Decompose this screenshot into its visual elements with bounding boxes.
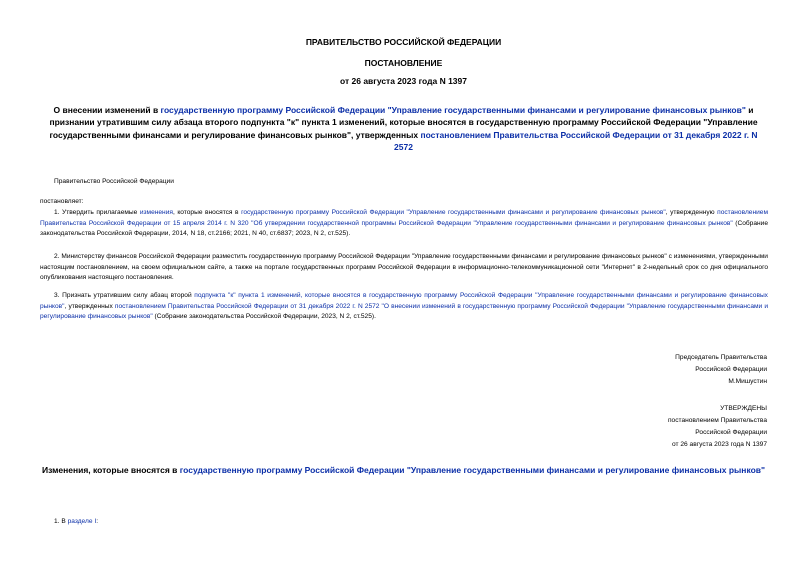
- item1-link-section[interactable]: разделе I: [67, 518, 97, 525]
- p1-text-b: , которые вносятся в: [172, 209, 242, 216]
- approval-block: [668, 403, 767, 451]
- changes-text: Изменения, которые вносятся в: [41, 465, 180, 475]
- paragraph-2: 2. Министерству финансов Российской Федерации разместить государственную программу Российской Федерации "Управление государственными финансами и регулирование финансовых рынков" с изменениями, утвержденными настоящим постановлением, на своем официальном сайте, а также на портале государственных программ Российской Федерации в информационно-телекоммуникационной сети "Интернет" в 2-недельный срок со дня официального опубликования настоящего постановления.: [40, 253, 768, 282]
- changes-link-program[interactable]: государственную программу Российской Федерации "Управление государственными финансами и регулирование финансовых рынков": [179, 465, 766, 475]
- signature-country: Российской Федерации: [695, 366, 767, 373]
- p1-link-resolution[interactable]: постановлением Правительства Российской Федерации от 15 апреля 2014 г. N 320 "Об утверждении государственной программы Российской Федерации "Управление государственными финансами и регулирование финансовых рынков": [40, 209, 768, 227]
- signature-title: Председатель Правительства: [675, 354, 767, 361]
- item1-suffix: :: [96, 518, 99, 525]
- document-type: ПОСТАНОВЛЕНИЕ: [364, 58, 443, 68]
- p1-text-d: (Собрание законодательства Российской Федерации, 2014, N 18, ст.2166; 2021, N 40, ст.6837; 2023, N 2, ст.525).: [40, 219, 769, 238]
- p3-text-c: (Собрание законодательства Российской Федерации, 2023, N 2, ст.525).: [152, 313, 376, 321]
- approval-date: от 26 августа 2023 года N 1397: [672, 441, 767, 448]
- approval-by: постановлением Правительства: [667, 417, 767, 424]
- document-title: [40, 104, 767, 153]
- p1-text-c: , утвержденную: [665, 209, 718, 216]
- resolves-line: постановляет:: [40, 198, 84, 205]
- p3-text-a: 3. Признать утратившим силу абзац второй: [54, 292, 195, 299]
- p3-link-subparagraph[interactable]: подпункта "к" пункта 1 изменений, которые вносятся в государственную программу Российской Федерации "Управление государственными финансами и регулирование финансовых рынков": [40, 292, 768, 310]
- title-link-program[interactable]: государственную программу Российской Федерации "Управление государственными финансами и регулирование финансовых рынков": [160, 105, 746, 115]
- p1-link-changes[interactable]: изменения: [139, 209, 173, 216]
- changes-heading: [40, 464, 767, 476]
- p1-text-a: 1. Утвердить прилагаемые: [54, 209, 140, 216]
- paragraph-1: [40, 208, 768, 240]
- signature-name: М.Мишустин: [728, 378, 767, 385]
- item1-prefix: 1. В: [54, 518, 68, 525]
- p3-link-resolution[interactable]: постановлением Правительства Российской Федерации от 31 декабря 2022 г. N 2572 "О внесении изменений в государственную программу Российской Федерации "Управление государственными финансами и регулирование финансовых рынков": [40, 302, 769, 321]
- title-link-resolution[interactable]: постановлением Правительства Российской Федерации от 31 декабря 2022 г. N 2572: [394, 129, 758, 152]
- approval-heading: УТВЕРЖДЕНЫ: [720, 405, 767, 412]
- government-heading: ПРАВИТЕЛЬСТВО РОССИЙСКОЙ ФЕДЕРАЦИИ: [305, 37, 502, 47]
- signature-block: [675, 352, 767, 388]
- p3-text-b: , утвержденных: [64, 302, 115, 310]
- item-1: [54, 518, 98, 525]
- approval-country: Российской Федерации: [695, 429, 767, 436]
- title-text-1: О внесении изменений в: [53, 105, 161, 115]
- p1-link-program[interactable]: государственную программу Российской Федерации "Управление государственными финансами и регулирование финансовых рынков": [241, 209, 666, 216]
- paragraph-3: [40, 291, 768, 323]
- government-line: Правительство Российской Федерации: [54, 178, 174, 185]
- document-date: от 26 августа 2023 года N 1397: [340, 76, 467, 86]
- title-text-2: и признании утратившим силу абзаца второго подпункта "к" пункта 1 изменений, которые вносятся в государственную программу Российской Федерации "Управление государственными финансами и регулирование финансовых рынков", утвержденных: [49, 105, 758, 140]
